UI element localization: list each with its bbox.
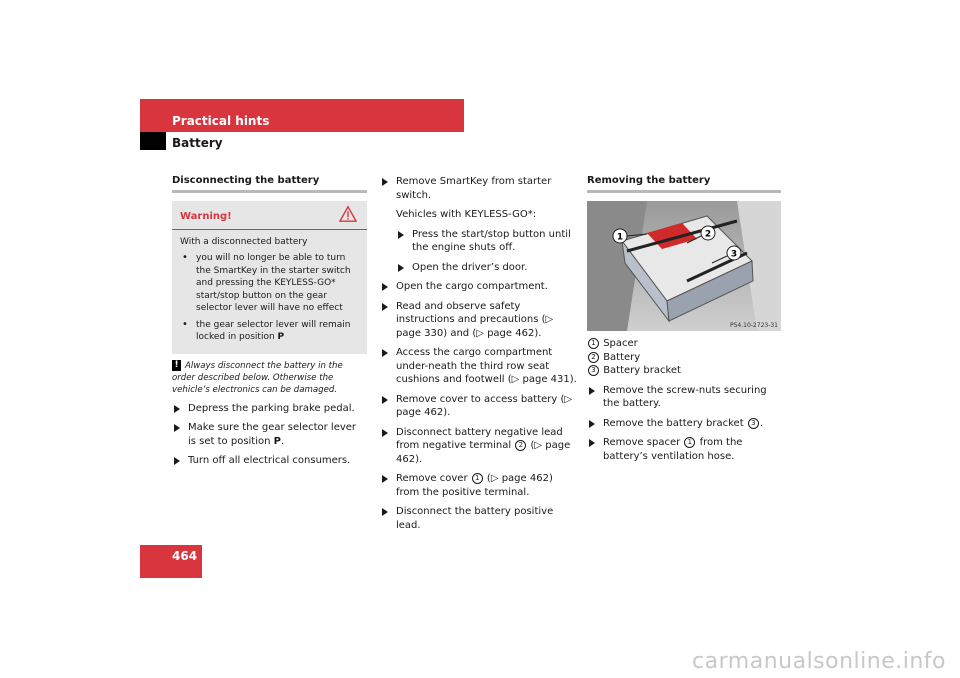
- steps-list: [380, 280, 578, 532]
- photo-code: P54.10-2723-31: [729, 322, 778, 329]
- warning-item: • you will no longer be able to turn the SmartKey in the starter switch and pressing the KEYLESS-GO* start/stop button on the gear selector lever will have no effect: [180, 252, 359, 315]
- photo-legend: [587, 337, 781, 378]
- warning-intro: With a disconnected battery: [180, 237, 308, 247]
- steps-list: [587, 384, 781, 464]
- section-title: Practical hints: [172, 114, 270, 128]
- step-item: Remove SmartKey from starter switch.: [380, 175, 578, 202]
- step-item: Make sure the gear selector lever is set to position P.: [172, 421, 367, 448]
- header-tab-marker: [140, 132, 166, 150]
- step-item: Access the cargo compartment under-neath the third row seat cushions and footwell (▷ page 431).: [380, 346, 578, 387]
- step-item: Read and observe safety instructions and precautions (▷ page 330) and (▷ page 462).: [380, 300, 578, 341]
- step-item: Remove the battery bracket 3 .: [587, 417, 781, 431]
- steps-list: [380, 175, 578, 202]
- legend-item: 3 Battery bracket: [587, 364, 781, 378]
- watermark: carmanualsonline.info: [692, 649, 946, 674]
- legend-item: 1 Spacer: [587, 337, 781, 351]
- heading-disconnecting: Disconnecting the battery: [172, 175, 367, 193]
- substep-item: Press the start/stop button until the engine shuts off.: [396, 228, 578, 255]
- warning-title: Warning!: [180, 211, 232, 222]
- column-removing: [587, 175, 781, 463]
- photo-callout: 3: [730, 249, 738, 260]
- step-item: Remove cover to access battery (▷ page 462).: [380, 393, 578, 420]
- step-item: Remove cover 1 (▷ page 462) from the positive terminal.: [380, 472, 578, 499]
- note-text: ! Always disconnect the battery in the order described below. Otherwise the vehicle’s electronics can be damaged.: [172, 359, 343, 395]
- substep-item: Open the driver’s door.: [396, 261, 578, 275]
- step-item: Turn off all electrical consumers.: [172, 454, 367, 468]
- keyless-substeps: [380, 228, 578, 275]
- keyless-label: Vehicles with KEYLESS-GO*:: [396, 209, 537, 220]
- warning-list: [180, 252, 359, 344]
- warning-header: [172, 201, 367, 230]
- warning-box: [172, 201, 367, 354]
- page-number: 464: [172, 549, 198, 563]
- battery-photo: [587, 201, 781, 331]
- heading-removing: Removing the battery: [587, 175, 781, 193]
- callout-number: 1: [684, 437, 695, 448]
- step-item: Disconnect the battery positive lead.: [380, 505, 578, 532]
- step-item: Open the cargo compartment.: [380, 280, 578, 294]
- warning-item: • the gear selector lever will remain locked in position P: [180, 319, 359, 344]
- column-disconnecting: [172, 175, 367, 468]
- callout-number: 1: [472, 473, 483, 484]
- column-steps: [380, 175, 578, 532]
- step-item: Depress the parking brake pedal.: [172, 402, 367, 416]
- legend-item: 2 Battery: [587, 351, 781, 365]
- callout-number: 2: [515, 440, 526, 451]
- photo-callout: 1: [616, 232, 624, 243]
- subsection-title: Battery: [172, 136, 223, 150]
- step-item: Disconnect battery negative lead from negative terminal 2 (▷ page 462).: [380, 426, 578, 467]
- callout-number: 3: [748, 418, 759, 429]
- battery-illustration: [587, 201, 781, 331]
- warning-triangle-icon: [339, 205, 357, 223]
- steps-list: [172, 402, 367, 468]
- note-exclamation-icon: !: [172, 360, 181, 371]
- step-item: Remove the screw-nuts securing the battery.: [587, 384, 781, 411]
- step-item: Remove spacer 1 from the battery’s ventilation hose.: [587, 436, 781, 463]
- photo-callout: 2: [704, 229, 712, 240]
